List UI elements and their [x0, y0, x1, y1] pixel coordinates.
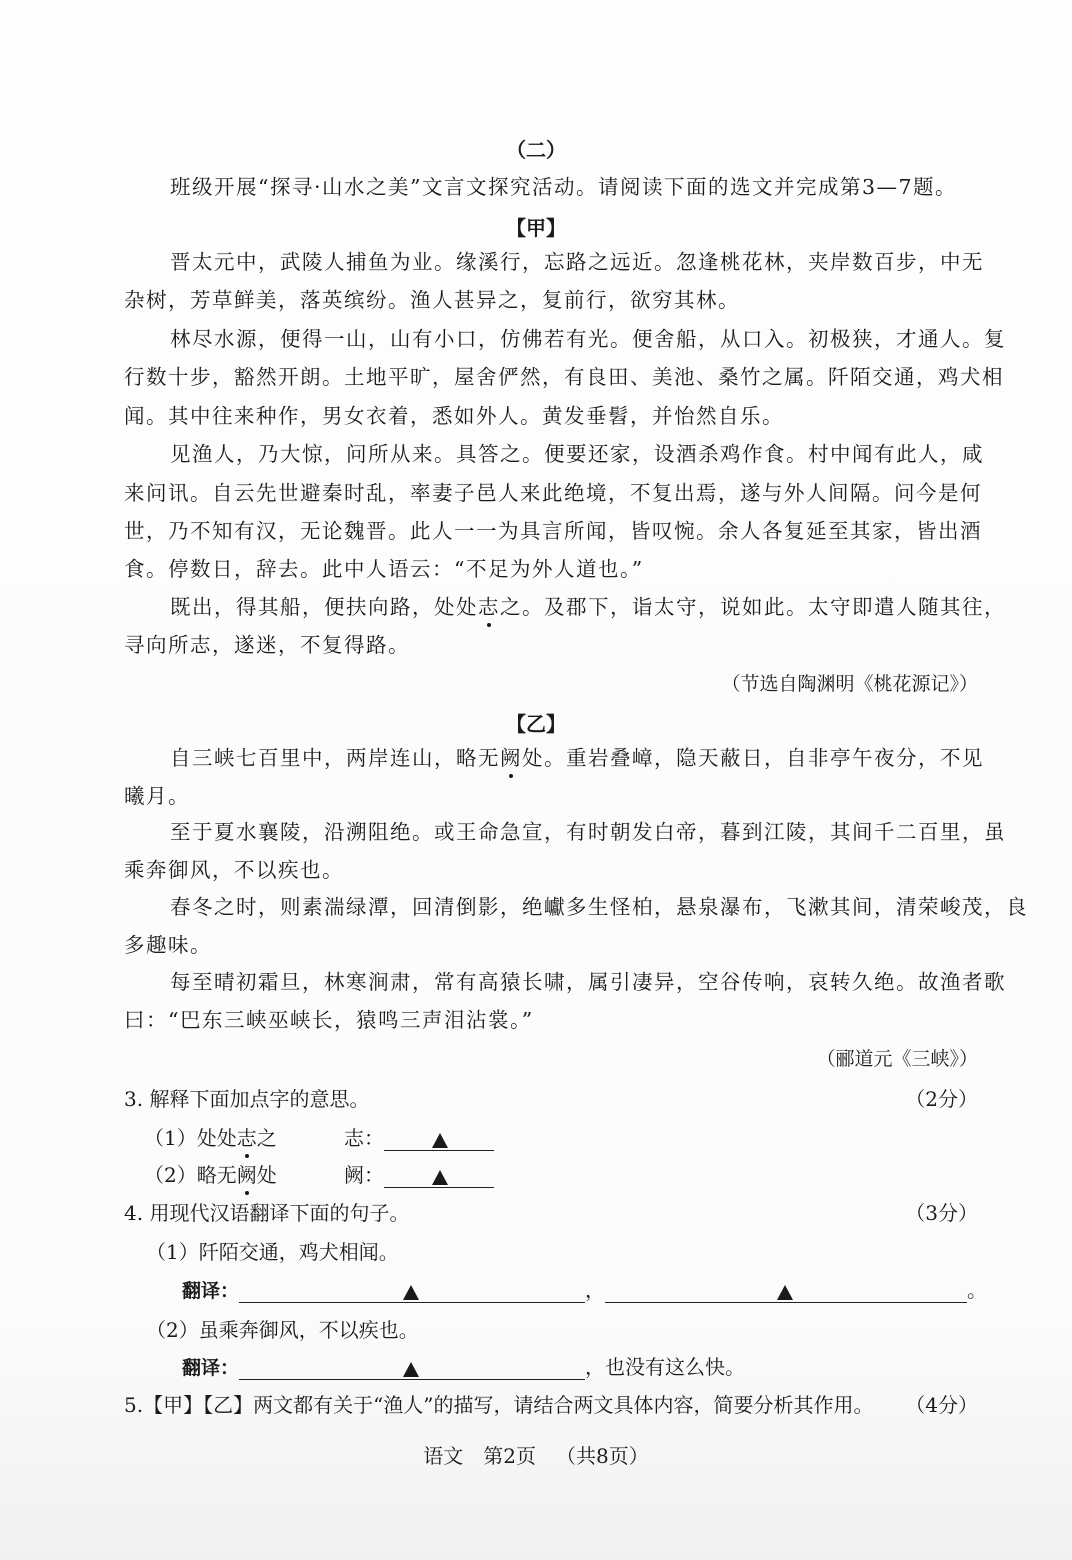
jia-line-7: 来问讯。自云先世避秦时乱，率妻子邑人来此绝境，不复出焉，遂与外人间隔。问今是何 [124, 481, 982, 505]
q4-translate2-blank[interactable] [239, 1357, 585, 1380]
question-4-item-1: （1）阡陌交通，鸡犬相闻。 [146, 1240, 399, 1264]
jia-line-6: 见渔人，乃大惊，问所从来。具答之。便要还家，设酒杀鸡作食。村中闻有此人，咸 [170, 442, 984, 466]
question-3-answer-2 [344, 1159, 494, 1188]
jia-line-5: 闻。其中往来种作，男女衣着，悉如外人。黄发垂髫，并怡然自乐。 [124, 404, 784, 428]
yi-line-7: 每至晴初霜旦，林寒涧肃，常有高猿长啸，属引凄异，空谷传响，哀转久绝。故渔者歌 [170, 970, 1006, 994]
yi-line-2: 曦月。 [124, 784, 190, 808]
dotted-char-zhi: 志 [478, 595, 500, 619]
yi-line-4: 乘奔御风，不以疾也。 [124, 858, 344, 882]
question-4-translate-2 [182, 1351, 745, 1380]
question-3-item-1 [144, 1122, 277, 1151]
question-5-stem: 5.【甲】【乙】两文都有关于“渔人”的描写，请结合两文具体内容，简要分析其作用。 [124, 1393, 874, 1417]
q3-item2-suffix: 处 [256, 1163, 277, 1187]
q3-item2-prefix: （2）略无 [144, 1163, 237, 1187]
triangle-icon [777, 1285, 793, 1300]
jia-line-4: 行数十步，豁然开朗。土地平旷，屋舍俨然，有良田、美池、桑竹之属。阡陌交通，鸡犬相 [124, 365, 1004, 389]
section-title: （二） [506, 138, 566, 162]
q3-answer2-label: 阙： [344, 1163, 384, 1187]
q3-item1-prefix: （1）处处 [144, 1126, 237, 1150]
q4-translate1-comma: ， [585, 1278, 606, 1302]
question-3-item-2 [144, 1159, 277, 1188]
question-4-translate-1 [182, 1274, 987, 1303]
yi-line-1 [170, 745, 984, 771]
jia-line-9: 食。停数日，辞去。此中人语云：“不足为外人道也。” [124, 557, 644, 581]
triangle-icon [403, 1285, 419, 1300]
jia-line-10 [170, 594, 1006, 620]
q3-answer1-blank[interactable] [384, 1128, 494, 1151]
triangle-icon [403, 1362, 419, 1377]
intro-text: 班级开展“探寻·山水之美”文言文探究活动。请阅读下面的选文并完成第3—7题。 [170, 175, 958, 199]
yi-line-8: 曰：“巴东三峡巫峡长，猿鸣三声泪沾裳。” [124, 1008, 534, 1032]
question-3-stem: 3. 解释下面加点字的意思。 [124, 1087, 370, 1111]
yi-line-1-after: 处。重岩叠嶂，隐天蔽日，自非亭午夜分，不见 [522, 746, 984, 770]
question-3-answer-1 [344, 1122, 494, 1151]
footer-total: （共8页） [556, 1444, 649, 1468]
yi-line-1-before: 自三峡七百里中，两岸连山，略无 [170, 746, 500, 770]
q4-translate1-blank-b[interactable] [605, 1280, 967, 1303]
jia-line-1: 晋太元中，武陵人捕鱼为业。缘溪行，忘路之远近。忽逢桃花林，夹岸数百步，中无 [170, 250, 984, 274]
jia-line-8: 世，乃不知有汉，无论魏晋。此人一一为具言所闻，皆叹惋。余人各复延至其家，皆出酒 [124, 519, 982, 543]
triangle-icon [432, 1170, 448, 1185]
q3-item1-suffix: 之 [256, 1126, 277, 1150]
footer-subject: 语文 [423, 1444, 464, 1468]
question-4-score: （3分） [905, 1201, 978, 1225]
q3-item1-dotted-char: 志 [237, 1122, 257, 1151]
q4-translate2-tail: ，也没有这么快。 [585, 1355, 746, 1379]
question-5-score: （4分） [905, 1393, 978, 1417]
yi-source: （郦道元《三峡》） [816, 1048, 978, 1070]
jia-line-10-after: 之。及郡下，诣太守，说如此。太守即遣人随其往， [500, 595, 1006, 619]
page-footer [0, 1440, 1072, 1469]
q4-translate1-blank-a[interactable] [239, 1280, 585, 1303]
jia-line-11: 寻向所志，遂迷，不复得路。 [124, 633, 410, 657]
yi-line-6: 多趣味。 [124, 933, 212, 957]
yi-line-3: 至于夏水襄陵，沿溯阻绝。或王命急宣，有时朝发白帝，暮到江陵，其间千二百里，虽 [170, 820, 1006, 844]
q3-item2-dotted-char: 阙 [237, 1159, 257, 1188]
q3-answer2-blank[interactable] [384, 1165, 494, 1188]
q4-translate1-label: 翻译： [182, 1280, 240, 1302]
q4-translate2-label: 翻译： [182, 1357, 240, 1379]
q3-answer1-label: 志： [344, 1126, 384, 1150]
question-4-item-2: （2）虽乘奔御风，不以疾也。 [146, 1318, 419, 1342]
jia-line-10-before: 既出，得其船，便扶向路，处处 [170, 595, 478, 619]
jia-line-3: 林尽水源，便得一山，山有小口，仿佛若有光。便舍船，从口入。初极狭，才通人。复 [170, 327, 1006, 351]
yi-line-5: 春冬之时，则素湍绿潭，回清倒影，绝巘多生怪柏，悬泉瀑布，飞漱其间，清荣峻茂，良 [170, 895, 1028, 919]
jia-line-2: 杂树，芳草鲜美，落英缤纷。渔人甚异之，复前行，欲穷其林。 [124, 288, 740, 312]
triangle-icon [432, 1133, 448, 1148]
footer-page: 第2页 [483, 1444, 536, 1468]
passage-yi-heading: 【乙】 [506, 712, 566, 736]
question-3-score: （2分） [905, 1087, 978, 1111]
jia-source: （节选自陶渊明《桃花源记》） [721, 673, 978, 695]
question-4-stem: 4. 用现代汉语翻译下面的句子。 [124, 1201, 410, 1225]
dotted-char-que: 阙 [500, 746, 522, 770]
q4-translate1-period: 。 [967, 1278, 988, 1302]
passage-jia-heading: 【甲】 [506, 216, 566, 240]
